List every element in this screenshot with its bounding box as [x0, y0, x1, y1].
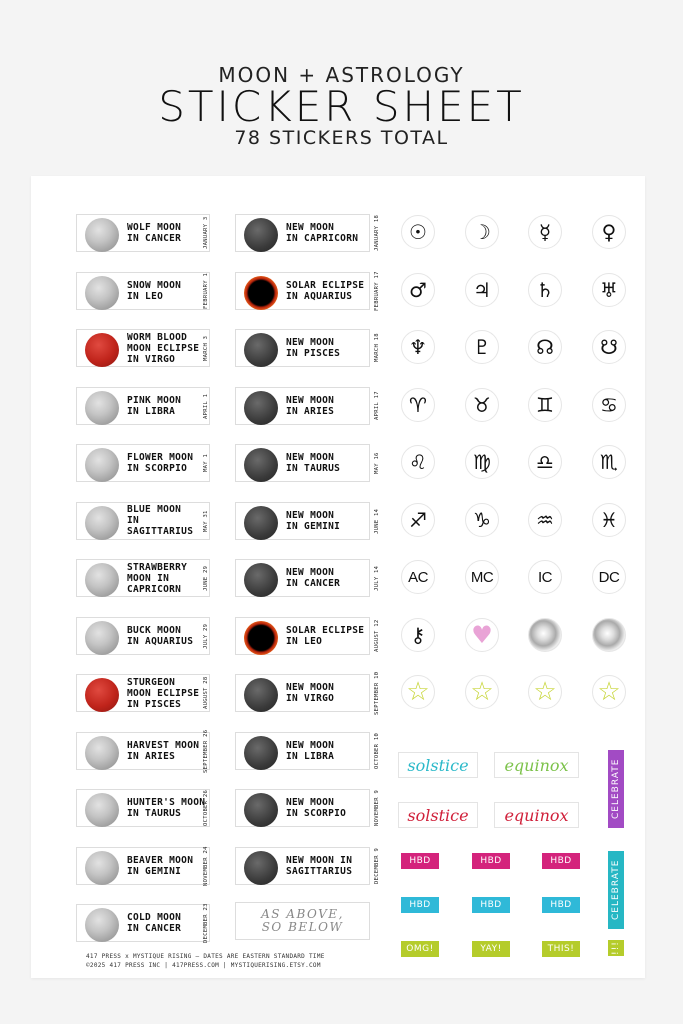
moon-label-line: IN LEO: [127, 290, 164, 302]
solstice-sticker-red: [398, 802, 478, 828]
astro-symbol-sticker: ♆: [401, 330, 435, 364]
equinox-sticker-green: [494, 752, 579, 778]
moon-date: AUGUST 12: [374, 619, 380, 652]
full-moon-label: [76, 329, 210, 367]
footer-line2: ©2025 417 PRESS INC | 417PRESS.COM | MYSTIQUERISING.ETSY.COM: [86, 962, 321, 969]
new-moon-icon: [244, 506, 278, 540]
moon-date: MARCH 18: [374, 333, 380, 363]
moon-date: DECEMBER 9: [374, 847, 380, 884]
star-sticker: ☆: [465, 675, 499, 709]
solar-eclipse-icon: [244, 276, 278, 310]
moon-label-line: SOLAR ECLIPSE: [286, 279, 365, 291]
full-moon-label: [76, 502, 210, 540]
moon-label-line: IN AQUARIUS: [127, 635, 194, 647]
moon-label-line: SAGITTARIUS: [286, 865, 353, 877]
full-moon-label: [76, 214, 210, 252]
new-moon-icon: [244, 391, 278, 425]
astro-symbol-sticker: ♎: [528, 445, 562, 479]
astro-symbol-sticker: ☊: [528, 330, 562, 364]
moon-label-line: MOON ECLIPSE: [127, 687, 200, 699]
moon-label-line: IN SAGITTARIUS: [127, 515, 194, 537]
moon-label-line: IN TAURUS: [127, 808, 182, 819]
new-moon-label: [235, 329, 380, 367]
moon-label-line: FLOWER MOON: [127, 452, 194, 463]
moon-label-text: [286, 618, 364, 654]
moon-label-line: NEW MOON: [286, 509, 335, 521]
moon-date: JUNE 29: [203, 565, 209, 591]
astro-symbol-sticker: ♂: [401, 273, 435, 307]
moon-label-text: [286, 273, 364, 309]
moon-date: APRIL 17: [374, 391, 380, 420]
astro-symbol-sticker: ♇: [465, 330, 499, 364]
hbd-tag-blue: HBD: [542, 897, 580, 913]
new-moon-icon: [244, 678, 278, 712]
header-count: 78 STICKERS TOTAL: [234, 127, 449, 149]
moon-label-line: IN SCORPIO: [127, 463, 188, 474]
moon-label-text: [127, 848, 193, 884]
star-sticker: ☆: [528, 675, 562, 709]
moon-date: APRIL 1: [203, 392, 209, 419]
astro-symbol-sticker: ♉: [465, 388, 499, 422]
moon-label-line: IN LIBRA: [286, 750, 335, 762]
yay-tag: YAY!: [472, 941, 510, 957]
moon-label-text: [127, 445, 193, 481]
new-moon-icon: [244, 218, 278, 252]
omg-tag: OMG!: [401, 941, 439, 957]
astro-symbol-sticker: IC: [528, 560, 562, 594]
moon-label-line: IN GEMINI: [286, 520, 341, 532]
header-subtitle: MOON + ASTROLOGY: [218, 63, 465, 87]
moon-label-text: [286, 560, 340, 596]
full-moon-icon: [85, 563, 119, 597]
moon-label-line: NEW MOON: [286, 337, 335, 348]
moon-label-line: IN SCORPIO: [286, 808, 347, 819]
new-moon-label: [235, 387, 380, 425]
moon-date: MAY 31: [203, 509, 209, 532]
astro-symbol-sticker: ☋: [592, 330, 626, 364]
star-sticker: ☆: [592, 675, 626, 709]
moon-date: MAY 1: [203, 453, 209, 473]
moon-label-line: STRAWBERRY: [127, 561, 188, 573]
moon-label-line: IN TAURUS: [286, 463, 341, 474]
moon-date: NOVEMBER 24: [203, 845, 209, 886]
moon-label-line: NEW MOON: [286, 682, 335, 693]
equinox-sticker-red: [494, 802, 579, 828]
moon-date: MARCH 3: [203, 335, 209, 361]
moon-label-text: [127, 560, 187, 596]
moon-label-line: COLD MOON: [127, 912, 182, 923]
astro-symbol-sticker: ☽: [465, 215, 499, 249]
moon-label-line: IN VIRGO: [286, 693, 335, 704]
full-moon-icon: [85, 736, 119, 770]
moon-label-line: HUNTER'S MOON: [127, 797, 206, 808]
moon-label-line: SNOW MOON: [127, 279, 182, 291]
moon-label-text: [286, 445, 340, 481]
header-title: STICKER SHEET: [158, 82, 525, 131]
solstice-sticker-teal: [398, 752, 478, 778]
astro-symbol-sticker: ♊: [528, 388, 562, 422]
moon-label-line: WORM BLOOD: [127, 331, 188, 343]
moon-date: JANUARY 3: [203, 216, 209, 250]
blood-moon-icon: [85, 678, 119, 712]
moon-label-text: [286, 675, 334, 711]
astro-symbol-sticker: ♄: [528, 273, 562, 307]
astro-symbol-sticker: ♐: [401, 503, 435, 537]
moon-label-line: NEW MOON: [286, 222, 335, 233]
moon-date: DECEMBER 23: [203, 903, 209, 943]
moon-label-line: IN GEMINI: [127, 865, 182, 877]
moon-label-text: [127, 330, 199, 366]
moon-label-line: IN LEO: [286, 635, 323, 647]
moon-label-line: STURGEON: [127, 676, 176, 688]
new-moon-label: [235, 789, 380, 827]
moon-date: FEBRUARY 17: [374, 270, 380, 311]
full-moon-icon: [85, 276, 119, 310]
moon-label-text: [286, 388, 334, 424]
moon-label-text: [127, 675, 199, 711]
moon-label-line: CAPRICORN: [127, 583, 182, 595]
moon-label-text: [127, 273, 181, 309]
astro-symbol-sticker: ♓: [592, 503, 626, 537]
full-moon-icon: [85, 621, 119, 655]
moon-label-line: MOON IN: [127, 572, 170, 584]
full-moon-icon: [85, 851, 119, 885]
star-sticker: ☆: [401, 675, 435, 709]
blood-moon-icon: [85, 333, 119, 367]
moon-label-line: IN VIRGO: [127, 353, 176, 365]
full-moon-label: [76, 728, 210, 773]
moon-label-line: SOLAR ECLIPSE: [286, 624, 365, 636]
moon-label-line: NEW MOON: [286, 797, 335, 808]
new-moon-icon: [244, 448, 278, 482]
full-moon-label: [76, 904, 210, 942]
solstice-text: solstice: [407, 755, 469, 775]
moon-label-line: IN CANCER: [127, 923, 182, 934]
new-moon-icon: [244, 793, 278, 827]
moon-label-line: IN ARIES: [127, 750, 176, 762]
moon-date: MAY 16: [374, 452, 380, 474]
moon-date: JULY 29: [203, 622, 209, 649]
moon-label-line: IN ARIES: [286, 405, 335, 417]
chiron-symbol-sticker: ⚷: [401, 618, 435, 652]
moon-label-line: NEW MOON IN: [286, 854, 353, 866]
astro-symbol-sticker: ♍: [465, 445, 499, 479]
astro-symbol-sticker: ♀: [592, 215, 626, 249]
moon-label-line: PINK MOON: [127, 394, 182, 406]
new-moon-label: [235, 732, 380, 770]
hbd-tag-blue: HBD: [401, 897, 439, 913]
moon-label-line: NEW MOON: [286, 567, 335, 578]
full-moon-label: [76, 387, 210, 425]
moon-label-line: IN LIBRA: [127, 405, 176, 417]
new-moon-label: [235, 444, 380, 482]
astro-symbol-sticker: AC: [401, 560, 435, 594]
astro-symbol-sticker: ♅: [592, 273, 626, 307]
sticker-sheet: [31, 176, 645, 978]
moon-label-line: IN PISCES: [127, 698, 182, 710]
moon-label-line: IN CANCER: [286, 578, 341, 589]
astro-symbol-sticker: ☉: [401, 215, 435, 249]
moon-label-line: IN PISCES: [286, 348, 341, 359]
moon-label-text: [127, 733, 199, 769]
full-moon-icon: [85, 506, 119, 540]
astro-symbol-sticker: ♒: [528, 503, 562, 537]
new-moon-label: [235, 559, 380, 597]
moon-label-line: BUCK MOON: [127, 624, 182, 636]
footer-line1: 417 PRESS x MYSTIQUE RISING — DATES ARE EASTERN STANDARD TIME: [86, 953, 325, 960]
moon-label-line: MOON ECLIPSE: [127, 342, 200, 354]
moon-date: NOVEMBER 9: [374, 789, 380, 827]
new-moon-icon: [244, 851, 278, 885]
astro-symbol-sticker: ♋: [592, 388, 626, 422]
astro-symbol-sticker: ♏: [592, 445, 626, 479]
hbd-tag-pink: HBD: [542, 853, 580, 869]
gem-sticker: [528, 618, 562, 652]
as-above-so-below-sticker: [235, 902, 370, 940]
equinox-text: equinox: [504, 805, 569, 825]
moon-label-text: [286, 215, 358, 251]
new-moon-icon: [244, 563, 278, 597]
moon-label-line: HARVEST MOON: [127, 739, 200, 751]
new-moon-label: [235, 502, 380, 540]
moon-label-line: NEW MOON: [286, 394, 335, 406]
full-moon-label: [76, 444, 210, 482]
new-moon-label: [235, 214, 380, 252]
moon-label-text: [127, 503, 209, 539]
astro-symbol-sticker: ♈: [401, 388, 435, 422]
moon-date: JANUARY 18: [374, 214, 380, 252]
moon-date: SEPTEMBER 26: [203, 728, 209, 773]
full-moon-label: [76, 847, 210, 885]
full-moon-icon: [85, 218, 119, 252]
moon-date: SEPTEMBER 10: [374, 671, 380, 715]
full-moon-label: [76, 789, 210, 827]
moon-date: JULY 14: [374, 565, 380, 591]
hbd-tag-pink: HBD: [472, 853, 510, 869]
this-tag: THIS!: [542, 941, 580, 957]
astro-symbol-sticker: ♌: [401, 445, 435, 479]
astro-symbol-sticker: MC: [465, 560, 499, 594]
moon-date: JUNE 14: [374, 507, 380, 534]
moon-date: FEBRUARY 1: [203, 272, 209, 309]
solstice-text: solstice: [407, 805, 469, 825]
moon-label-text: [286, 848, 352, 884]
moon-label-text: [127, 790, 205, 826]
full-moon-label: [76, 272, 210, 310]
new-moon-label: [235, 847, 380, 885]
astro-symbol-sticker: ♑: [465, 503, 499, 537]
as-above-line2: SO BELOW: [261, 920, 344, 934]
full-moon-icon: [85, 908, 119, 942]
moon-label-line: IN CANCER: [127, 233, 182, 244]
moon-label-text: [127, 215, 181, 251]
moon-label-line: NEW MOON: [286, 739, 335, 751]
solar-eclipse-icon: [244, 621, 278, 655]
full-moon-icon: [85, 448, 119, 482]
moon-label-line: WOLF MOON: [127, 222, 182, 233]
full-moon-label: [76, 559, 210, 597]
moon-date: AUGUST 28: [203, 676, 209, 710]
new-moon-icon: [244, 736, 278, 770]
new-moon-label: [235, 617, 380, 655]
moon-label-text: [286, 330, 340, 366]
celebrate-tag-purple: CELEBRATE: [608, 750, 624, 828]
as-above-line1: AS ABOVE,: [261, 907, 344, 921]
moon-label-line: BLUE MOON: [127, 504, 182, 515]
exclamation-tag: !!!: [608, 940, 624, 956]
full-moon-icon: [85, 391, 119, 425]
gem-sticker: [592, 618, 626, 652]
moon-label-text: [127, 618, 193, 654]
full-moon-label: [76, 674, 210, 712]
moon-date: OCTOBER 10: [374, 732, 380, 769]
moon-label-line: BEAVER MOON: [127, 854, 194, 866]
new-moon-icon: [244, 333, 278, 367]
celebrate-tag-teal: CELEBRATE: [608, 851, 624, 929]
moon-label-line: IN AQUARIUS: [286, 290, 353, 302]
moon-label-text: [286, 790, 346, 826]
moon-label-text: [127, 388, 181, 424]
astro-symbol-sticker: DC: [592, 560, 626, 594]
full-moon-label: [76, 617, 210, 655]
equinox-text: equinox: [504, 755, 569, 775]
hbd-tag-blue: HBD: [472, 897, 510, 913]
moon-label-text: [286, 503, 340, 539]
astro-symbol-sticker: ♃: [465, 273, 499, 307]
heart-sticker: ♥: [465, 618, 499, 652]
new-moon-label: [235, 671, 380, 715]
full-moon-icon: [85, 793, 119, 827]
moon-label-text: [127, 905, 181, 941]
moon-label-text: [286, 733, 334, 769]
moon-label-line: IN CAPRICORN: [286, 233, 359, 244]
hbd-tag-pink: HBD: [401, 853, 439, 869]
new-moon-label: [235, 270, 380, 311]
moon-date: OCTOBER 26: [203, 789, 209, 827]
astro-symbol-sticker: ☿: [528, 215, 562, 249]
moon-label-line: NEW MOON: [286, 452, 335, 463]
